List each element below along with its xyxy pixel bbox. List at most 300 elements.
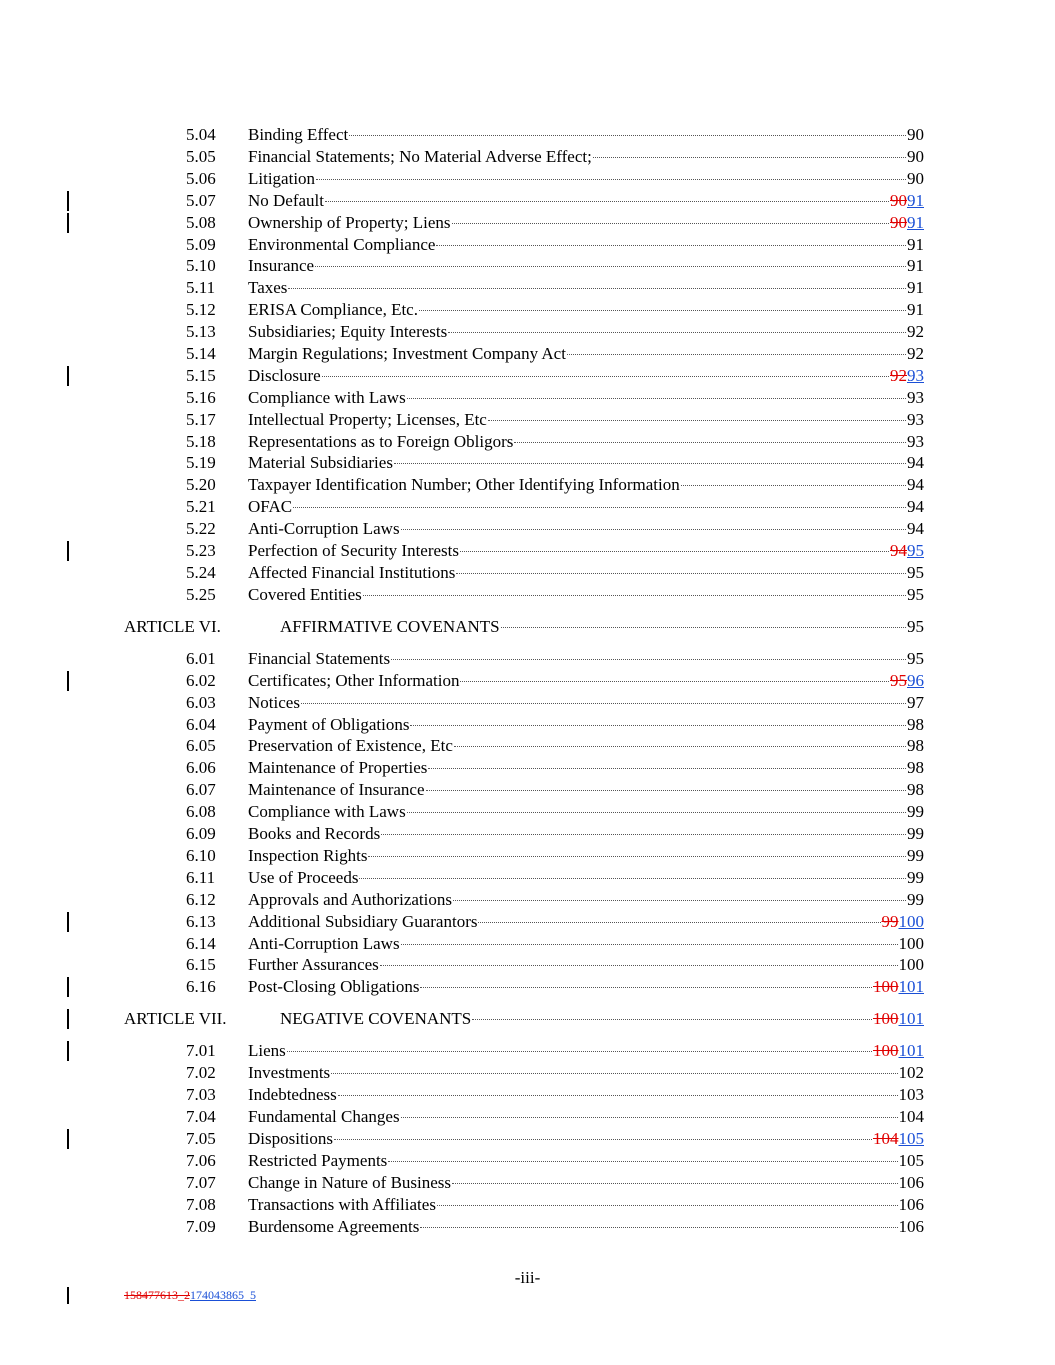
document-id-inserted: 174043865_5 <box>190 1288 256 1302</box>
section-number: 5.10 <box>186 256 216 275</box>
section-title: Material Subsidiaries <box>248 453 393 472</box>
section-number: 5.09 <box>186 235 216 254</box>
page-reference: 95 <box>907 649 924 668</box>
section-title: Change in Nature of Business <box>248 1173 452 1192</box>
dot-leader <box>426 790 906 791</box>
toc-section-row[interactable] <box>0 823 1055 845</box>
section-number: 5.23 <box>186 541 216 560</box>
toc-entry <box>248 670 924 692</box>
page-reference <box>873 1008 924 1030</box>
dot-leader <box>325 201 889 202</box>
toc-section-row[interactable] <box>0 692 1055 714</box>
section-number: 6.09 <box>186 824 216 843</box>
toc-entry <box>280 1008 924 1030</box>
section-number: 7.08 <box>186 1195 216 1214</box>
section-number: 6.12 <box>186 890 216 909</box>
section-title: Taxes <box>248 278 288 297</box>
toc-entry <box>248 1084 924 1106</box>
toc-entry <box>248 1062 924 1084</box>
dot-leader <box>453 900 906 901</box>
section-number: 6.04 <box>186 715 216 734</box>
toc-entry <box>248 234 924 256</box>
section-title: Disclosure <box>248 366 321 385</box>
dot-leader <box>501 627 906 628</box>
toc-entry <box>248 212 924 234</box>
dot-leader <box>293 507 906 508</box>
section-title: Liens <box>248 1041 286 1060</box>
section-number: 5.24 <box>186 563 216 582</box>
toc-section-row[interactable] <box>0 933 1055 955</box>
dot-leader <box>436 245 906 246</box>
section-title: Books and Records <box>248 824 381 843</box>
toc-section-row[interactable] <box>0 735 1055 757</box>
toc-article-row[interactable] <box>0 1008 1055 1030</box>
dot-leader <box>380 965 898 966</box>
dot-leader <box>394 463 906 464</box>
inserted-page-number: 95 <box>907 541 924 560</box>
toc-entry <box>248 146 924 168</box>
page-reference: 95 <box>907 585 924 604</box>
page-reference: 105 <box>898 1151 924 1170</box>
toc-entry <box>248 1150 924 1172</box>
dot-leader <box>338 1095 898 1096</box>
section-title: Financial Statements <box>248 649 391 668</box>
toc-section-row[interactable] <box>0 496 1055 518</box>
page-reference: 106 <box>898 1173 924 1192</box>
toc-section-row[interactable] <box>0 976 1055 998</box>
toc-section-row[interactable] <box>0 409 1055 431</box>
toc-entry <box>248 1194 924 1216</box>
section-number: 5.08 <box>186 213 216 232</box>
deleted-page-number: 100 <box>873 977 899 996</box>
page-reference: 91 <box>907 235 924 254</box>
section-title: Certificates; Other Information <box>248 671 460 690</box>
toc-section-row[interactable] <box>0 431 1055 453</box>
page-reference <box>873 1128 924 1150</box>
toc-entry <box>248 845 924 867</box>
dot-leader <box>407 812 906 813</box>
section-number: 5.16 <box>186 388 216 407</box>
toc-section-row[interactable] <box>0 321 1055 343</box>
page-reference: 94 <box>907 519 924 538</box>
toc-entry <box>248 1040 924 1062</box>
toc-entry <box>248 452 924 474</box>
page-reference: 93 <box>907 432 924 451</box>
dot-leader <box>331 1073 897 1074</box>
toc-entry <box>248 124 924 146</box>
section-number: 6.01 <box>186 649 216 668</box>
toc-section-row[interactable] <box>0 1194 1055 1216</box>
deleted-page-number: 99 <box>881 912 899 931</box>
section-number: 5.13 <box>186 322 216 341</box>
section-number: 6.14 <box>186 934 216 953</box>
toc-section-row[interactable] <box>0 757 1055 779</box>
section-number: 5.14 <box>186 344 216 363</box>
change-bar <box>67 1287 69 1304</box>
toc-section-row[interactable] <box>0 779 1055 801</box>
section-number: 5.11 <box>186 278 216 297</box>
inserted-page-number: 93 <box>907 366 924 385</box>
dot-leader <box>401 1117 898 1118</box>
toc-entry <box>248 168 924 190</box>
section-number: 5.21 <box>186 497 216 516</box>
page-reference: 91 <box>907 278 924 297</box>
section-title: Perfection of Security Interests <box>248 541 460 560</box>
section-title: Investments <box>248 1063 331 1082</box>
toc-entry <box>248 387 924 409</box>
toc-section-row[interactable] <box>0 1106 1055 1128</box>
section-title: Burdensome Agreements <box>248 1217 420 1236</box>
toc-entry <box>248 1128 924 1150</box>
toc-section-row[interactable] <box>0 255 1055 277</box>
toc-entry <box>248 867 924 889</box>
section-title: Compliance with Laws <box>248 802 406 821</box>
section-title: Anti-Corruption Laws <box>248 519 400 538</box>
page-reference: 95 <box>907 617 924 636</box>
section-title: No Default <box>248 191 325 210</box>
toc-section-row[interactable] <box>0 387 1055 409</box>
page-reference <box>890 670 924 692</box>
dot-leader <box>287 1051 872 1052</box>
toc-entry <box>248 1172 924 1194</box>
toc-entry <box>248 648 924 670</box>
section-number: 5.18 <box>186 432 216 451</box>
section-title: Financial Statements; No Material Adverse Effect; <box>248 147 592 166</box>
deleted-page-number: 90 <box>890 213 907 232</box>
page-number: -iii- <box>514 1268 541 1287</box>
section-title: ERISA Compliance, Etc. <box>248 300 418 319</box>
dot-leader <box>454 746 906 747</box>
deleted-page-number: 104 <box>873 1129 899 1148</box>
toc-section-row[interactable] <box>0 911 1055 933</box>
section-title: Indebtedness <box>248 1085 337 1104</box>
toc-section-row[interactable] <box>0 365 1055 387</box>
dot-leader <box>437 1205 898 1206</box>
section-number: 6.08 <box>186 802 216 821</box>
inserted-page-number: 105 <box>898 1129 924 1148</box>
toc-entry <box>248 954 924 976</box>
toc-section-row[interactable] <box>0 1216 1055 1238</box>
section-title: Affected Financial Institutions <box>248 563 456 582</box>
section-title: Binding Effect <box>248 125 349 144</box>
toc-section-row[interactable] <box>0 540 1055 562</box>
toc-section-row[interactable] <box>0 452 1055 474</box>
section-title: Environmental Compliance <box>248 235 436 254</box>
page-reference: 98 <box>907 780 924 799</box>
page-reference <box>890 212 924 234</box>
page-reference: 100 <box>898 934 924 953</box>
dot-leader <box>452 223 889 224</box>
toc-entry <box>248 562 924 584</box>
toc-entry <box>248 823 924 845</box>
page-reference: 90 <box>907 147 924 166</box>
section-title: Further Assurances <box>248 955 379 974</box>
toc-section-row[interactable] <box>0 845 1055 867</box>
toc-entry <box>248 474 924 496</box>
toc-entry <box>248 321 924 343</box>
toc-entry <box>248 299 924 321</box>
dot-leader <box>407 398 906 399</box>
toc-section-row[interactable] <box>0 146 1055 168</box>
dot-leader <box>301 703 906 704</box>
page-reference <box>873 1040 924 1062</box>
dot-leader <box>514 442 906 443</box>
page-reference: 99 <box>907 846 924 865</box>
section-title: Representations as to Foreign Obligors <box>248 432 514 451</box>
toc-entry <box>248 431 924 453</box>
section-number: 5.05 <box>186 147 216 166</box>
dot-leader <box>316 179 906 180</box>
dot-leader <box>472 1019 872 1020</box>
page-reference: 99 <box>907 890 924 909</box>
dot-leader <box>420 1227 897 1228</box>
section-number: 5.19 <box>186 453 216 472</box>
toc-section-row[interactable] <box>0 190 1055 212</box>
toc-entry <box>248 692 924 714</box>
toc-section-row[interactable] <box>0 889 1055 911</box>
toc-entry <box>248 190 924 212</box>
dot-leader <box>460 681 889 682</box>
section-title: NEGATIVE COVENANTS <box>280 1009 472 1028</box>
dot-leader <box>391 659 906 660</box>
section-title: Post-Closing Obligations <box>248 977 420 996</box>
section-title: AFFIRMATIVE COVENANTS <box>280 617 500 636</box>
section-title: Preservation of Existence, Etc <box>248 736 453 755</box>
page-reference: 91 <box>907 256 924 275</box>
deleted-page-number: 100 <box>873 1009 899 1028</box>
page-reference: 94 <box>907 453 924 472</box>
section-number: 5.07 <box>186 191 216 210</box>
article-number: ARTICLE VI. <box>124 617 221 636</box>
page-reference: 90 <box>907 125 924 144</box>
section-number: 6.03 <box>186 693 216 712</box>
toc-section-row[interactable] <box>0 801 1055 823</box>
section-number: 7.07 <box>186 1173 216 1192</box>
page-reference: 91 <box>907 300 924 319</box>
toc-section-row[interactable] <box>0 212 1055 234</box>
dot-leader <box>315 266 906 267</box>
dot-leader <box>401 944 898 945</box>
section-title: Notices <box>248 693 300 712</box>
toc-section-row[interactable] <box>0 714 1055 736</box>
inserted-page-number: 100 <box>898 912 924 931</box>
dot-leader <box>349 135 906 136</box>
section-title: Dispositions <box>248 1129 334 1148</box>
dot-leader <box>567 354 906 355</box>
section-title: Intellectual Property; Licenses, Etc <box>248 410 487 429</box>
toc-entry <box>248 1216 924 1238</box>
deleted-page-number: 92 <box>890 366 907 385</box>
toc-article-row[interactable] <box>0 616 1055 638</box>
toc-section-row[interactable] <box>0 474 1055 496</box>
page-reference: 106 <box>898 1195 924 1214</box>
page-reference <box>882 911 925 933</box>
section-number: 6.13 <box>186 912 216 931</box>
dot-leader <box>420 987 872 988</box>
toc-entry <box>248 343 924 365</box>
section-number: 6.06 <box>186 758 216 777</box>
toc-section-row[interactable] <box>0 299 1055 321</box>
toc-entry <box>248 584 924 606</box>
dot-leader <box>419 310 906 311</box>
section-number: 5.20 <box>186 475 216 494</box>
dot-leader <box>448 332 906 333</box>
section-title: Additional Subsidiary Guarantors <box>248 912 478 931</box>
section-title: Covered Entities <box>248 585 362 604</box>
section-title: Insurance <box>248 256 315 275</box>
dot-leader <box>681 485 906 486</box>
page-reference: 93 <box>907 410 924 429</box>
toc-section-row[interactable] <box>0 648 1055 670</box>
section-number: 6.11 <box>186 868 216 887</box>
section-title: Taxpayer Identification Number; Other Identifying Information <box>248 475 680 494</box>
inserted-page-number: 101 <box>898 977 924 996</box>
page-reference: 99 <box>907 824 924 843</box>
section-number: 5.22 <box>186 519 216 538</box>
dot-leader <box>478 922 880 923</box>
dot-leader <box>388 1161 897 1162</box>
dot-leader <box>488 420 906 421</box>
section-title: Anti-Corruption Laws <box>248 934 400 953</box>
toc-section-row[interactable] <box>0 562 1055 584</box>
toc-section-row[interactable] <box>0 1062 1055 1084</box>
toc-section-row[interactable] <box>0 124 1055 146</box>
section-title: Transactions with Affiliates <box>248 1195 436 1214</box>
toc-section-row[interactable] <box>0 1150 1055 1172</box>
page-reference: 95 <box>907 563 924 582</box>
toc-section-row[interactable] <box>0 1128 1055 1150</box>
section-number: 7.04 <box>186 1107 216 1126</box>
section-title: Ownership of Property; Liens <box>248 213 451 232</box>
toc-section-row[interactable] <box>0 343 1055 365</box>
dot-leader <box>368 856 906 857</box>
toc-entry <box>248 801 924 823</box>
page-reference: 102 <box>898 1063 924 1082</box>
toc-entry <box>280 616 924 638</box>
dot-leader <box>322 376 889 377</box>
toc-section-row[interactable] <box>0 234 1055 256</box>
deleted-page-number: 95 <box>890 671 907 690</box>
toc-entry <box>248 779 924 801</box>
page-reference: 99 <box>907 868 924 887</box>
toc-entry <box>248 735 924 757</box>
section-title: Maintenance of Insurance <box>248 780 425 799</box>
page-reference: 98 <box>907 758 924 777</box>
section-number: 7.09 <box>186 1217 216 1236</box>
toc-section-row[interactable] <box>0 168 1055 190</box>
toc-section-row[interactable] <box>0 518 1055 540</box>
dot-leader <box>288 288 906 289</box>
page-reference: 106 <box>898 1217 924 1236</box>
document-id-deleted: 158477613_2 <box>124 1288 190 1302</box>
toc-section-row[interactable] <box>0 670 1055 692</box>
dot-leader <box>334 1139 872 1140</box>
section-title: Margin Regulations; Investment Company Act <box>248 344 566 363</box>
page-reference <box>890 540 924 562</box>
dot-leader <box>363 595 906 596</box>
toc-entry <box>248 277 924 299</box>
section-number: 6.10 <box>186 846 216 865</box>
toc-entry <box>248 540 924 562</box>
toc-entry <box>248 933 924 955</box>
toc-section-row[interactable] <box>0 277 1055 299</box>
toc-entry <box>248 757 924 779</box>
dot-leader <box>452 1183 897 1184</box>
section-number: 5.04 <box>186 125 216 144</box>
page-reference: 92 <box>907 322 924 341</box>
section-title: Subsidiaries; Equity Interests <box>248 322 448 341</box>
page-reference: 104 <box>898 1107 924 1126</box>
dot-leader <box>401 529 906 530</box>
page-reference: 98 <box>907 715 924 734</box>
toc-entry <box>248 889 924 911</box>
toc-entry <box>248 496 924 518</box>
section-title: Compliance with Laws <box>248 388 406 407</box>
document-id <box>124 1288 256 1303</box>
section-title: Litigation <box>248 169 316 188</box>
section-number: 6.07 <box>186 780 216 799</box>
toc-entry <box>248 255 924 277</box>
toc-section-row[interactable] <box>0 1040 1055 1062</box>
section-title: Inspection Rights <box>248 846 368 865</box>
toc-section-row[interactable] <box>0 954 1055 976</box>
toc-entry <box>248 1106 924 1128</box>
section-number: 5.12 <box>186 300 216 319</box>
deleted-page-number: 100 <box>873 1041 899 1060</box>
dot-leader <box>456 573 906 574</box>
toc-entry <box>248 976 924 998</box>
section-number: 7.03 <box>186 1085 216 1104</box>
dot-leader <box>460 551 889 552</box>
toc-entry <box>248 365 924 387</box>
section-number: 7.06 <box>186 1151 216 1170</box>
toc-section-row[interactable] <box>0 1084 1055 1106</box>
deleted-page-number: 94 <box>890 541 907 560</box>
page-reference: 94 <box>907 497 924 516</box>
toc-section-row[interactable] <box>0 867 1055 889</box>
toc-entry <box>248 409 924 431</box>
toc-entry <box>248 714 924 736</box>
page-reference <box>873 976 924 998</box>
section-number: 7.05 <box>186 1129 216 1148</box>
page-reference: 99 <box>907 802 924 821</box>
section-title: Restricted Payments <box>248 1151 388 1170</box>
page-reference: 93 <box>907 388 924 407</box>
section-number: 5.17 <box>186 410 216 429</box>
inserted-page-number: 101 <box>898 1041 924 1060</box>
inserted-page-number: 101 <box>898 1009 924 1028</box>
dot-leader <box>359 878 906 879</box>
toc-section-row[interactable] <box>0 1172 1055 1194</box>
section-number: 6.02 <box>186 671 216 690</box>
dot-leader <box>428 768 906 769</box>
section-number: 6.15 <box>186 955 216 974</box>
section-number: 5.25 <box>186 585 216 604</box>
dot-leader <box>593 157 906 158</box>
toc-section-row[interactable] <box>0 584 1055 606</box>
page-reference: 94 <box>907 475 924 494</box>
page-reference <box>890 365 924 387</box>
inserted-page-number: 96 <box>907 671 924 690</box>
section-number: 7.01 <box>186 1041 216 1060</box>
article-number: ARTICLE VII. <box>124 1009 227 1028</box>
page-reference: 103 <box>898 1085 924 1104</box>
dot-leader <box>381 834 906 835</box>
page-reference: 100 <box>898 955 924 974</box>
section-title: Use of Proceeds <box>248 868 359 887</box>
section-title: OFAC <box>248 497 293 516</box>
page-reference <box>890 190 924 212</box>
